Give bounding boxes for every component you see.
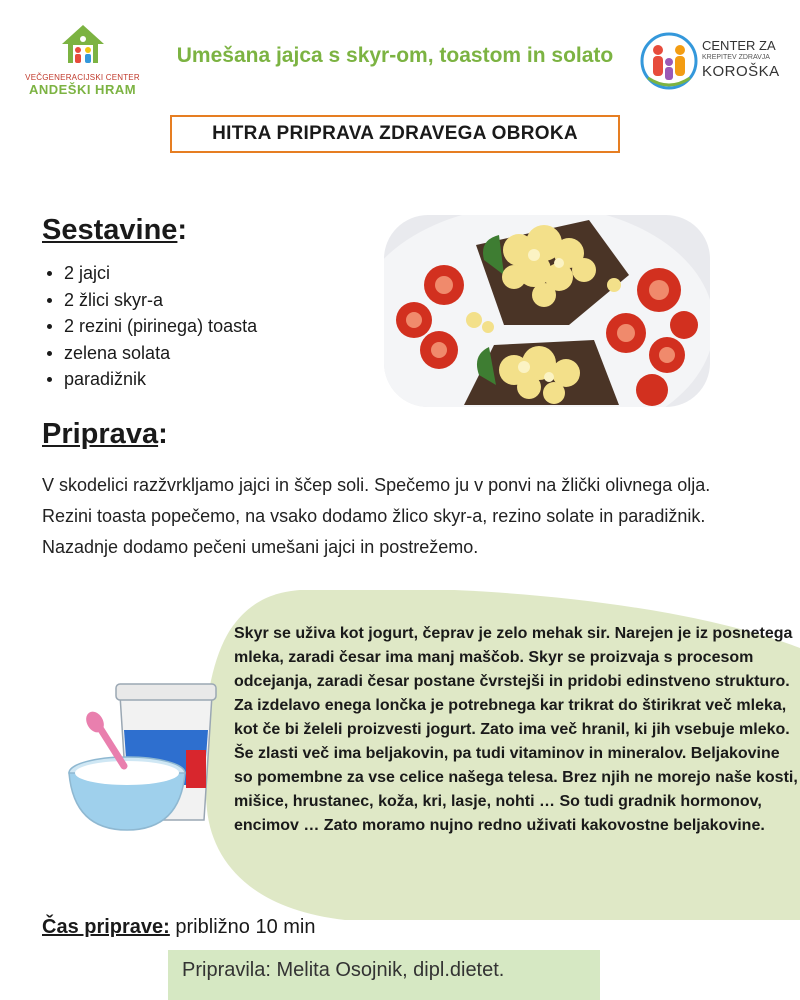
preparation-time-value: približno 10 min <box>169 916 316 938</box>
ingredients-list <box>42 260 257 393</box>
subtitle-box: HITRA PRIPRAVA ZDRAVEGA OBROKA <box>170 115 620 153</box>
skyr-info-text: Skyr se uživa kot jogurt, čeprav je zelo mehak sir. Narejen je iz posnetega mleka, zaradi česar ima manj maščob. Skyr se proizvaja s procesom odcejanja, zaradi česar postane čvrstejši in pridobi edinstveno strukturo. Za izdelavo enega lončka je potrebnega kar trikrat do štirikrat več mleka, kot če bi želeli proizvesti jogurt. Zato ima več hranil, ki jih vsebuje mleko. Še zlasti več ima beljakovin, pa tudi vitaminov in mineralov. Beljakovine so pomembne za vse celice našega telesa. Brez njih ne morejo naše kosti, mišice, hrustanec, koža, kri, lasje, nohti … So tudi gradnik hormonov, encimov … Zato moramo nujno redno uživati kakovostne beljakovine. <box>234 625 798 834</box>
dish-photo <box>384 215 710 407</box>
preparation-heading-text: Priprava <box>42 418 159 450</box>
ingredients-heading <box>42 214 187 247</box>
preparation-heading-colon: : <box>158 418 168 450</box>
ingredient-item: 2 žlici skyr-a <box>42 287 257 314</box>
ingredient-item: zelena solata <box>42 340 257 367</box>
logo-right-line2: KREPITEV ZDRAVJA <box>702 54 770 61</box>
ingredients-heading-colon: : <box>177 214 188 246</box>
family-logo-icon <box>640 32 698 90</box>
preparation-text: V skodelici razžvrkljamo jajci in ščep soli. Spečemo ju v ponvi na žlički olivnega olja. Rezini toasta popečemo, na vsako dodamo žlico skyr-a, rezino solate in paradižnik. Nazadnje dodamo pečeni umešani jajci in postrežemo. <box>42 475 711 557</box>
ingredient-item: 2 jajci <box>42 260 257 287</box>
yogurt-illustration-icon <box>62 670 222 835</box>
ingredient-item: paradižnik <box>42 366 257 393</box>
preparation-time <box>42 916 315 939</box>
logo-right-line3: KOROŠKA <box>702 63 780 80</box>
house-logo-icon <box>59 22 107 66</box>
logo-center-za-krepitev-zdravja <box>640 32 790 92</box>
ingredient-item: 2 rezini (pirinega) toasta <box>42 313 257 340</box>
logo-andeski-hram <box>20 22 145 102</box>
author-credit: Pripravila: Melita Osojnik, dipl.dietet. <box>168 950 600 1000</box>
preparation-time-label: Čas priprave: <box>42 916 170 938</box>
logo-right-line1: CENTER ZA <box>702 38 776 53</box>
preparation-heading <box>42 418 168 451</box>
ingredients-heading-text: Sestavine <box>42 214 178 246</box>
page-title: Umešana jajca s skyr-om, toastom in solato <box>176 44 614 67</box>
logo-left-line1: VEČGENERACIJSKI CENTER <box>25 73 140 82</box>
logo-left-line2: ANDEŠKI HRAM <box>28 82 137 97</box>
